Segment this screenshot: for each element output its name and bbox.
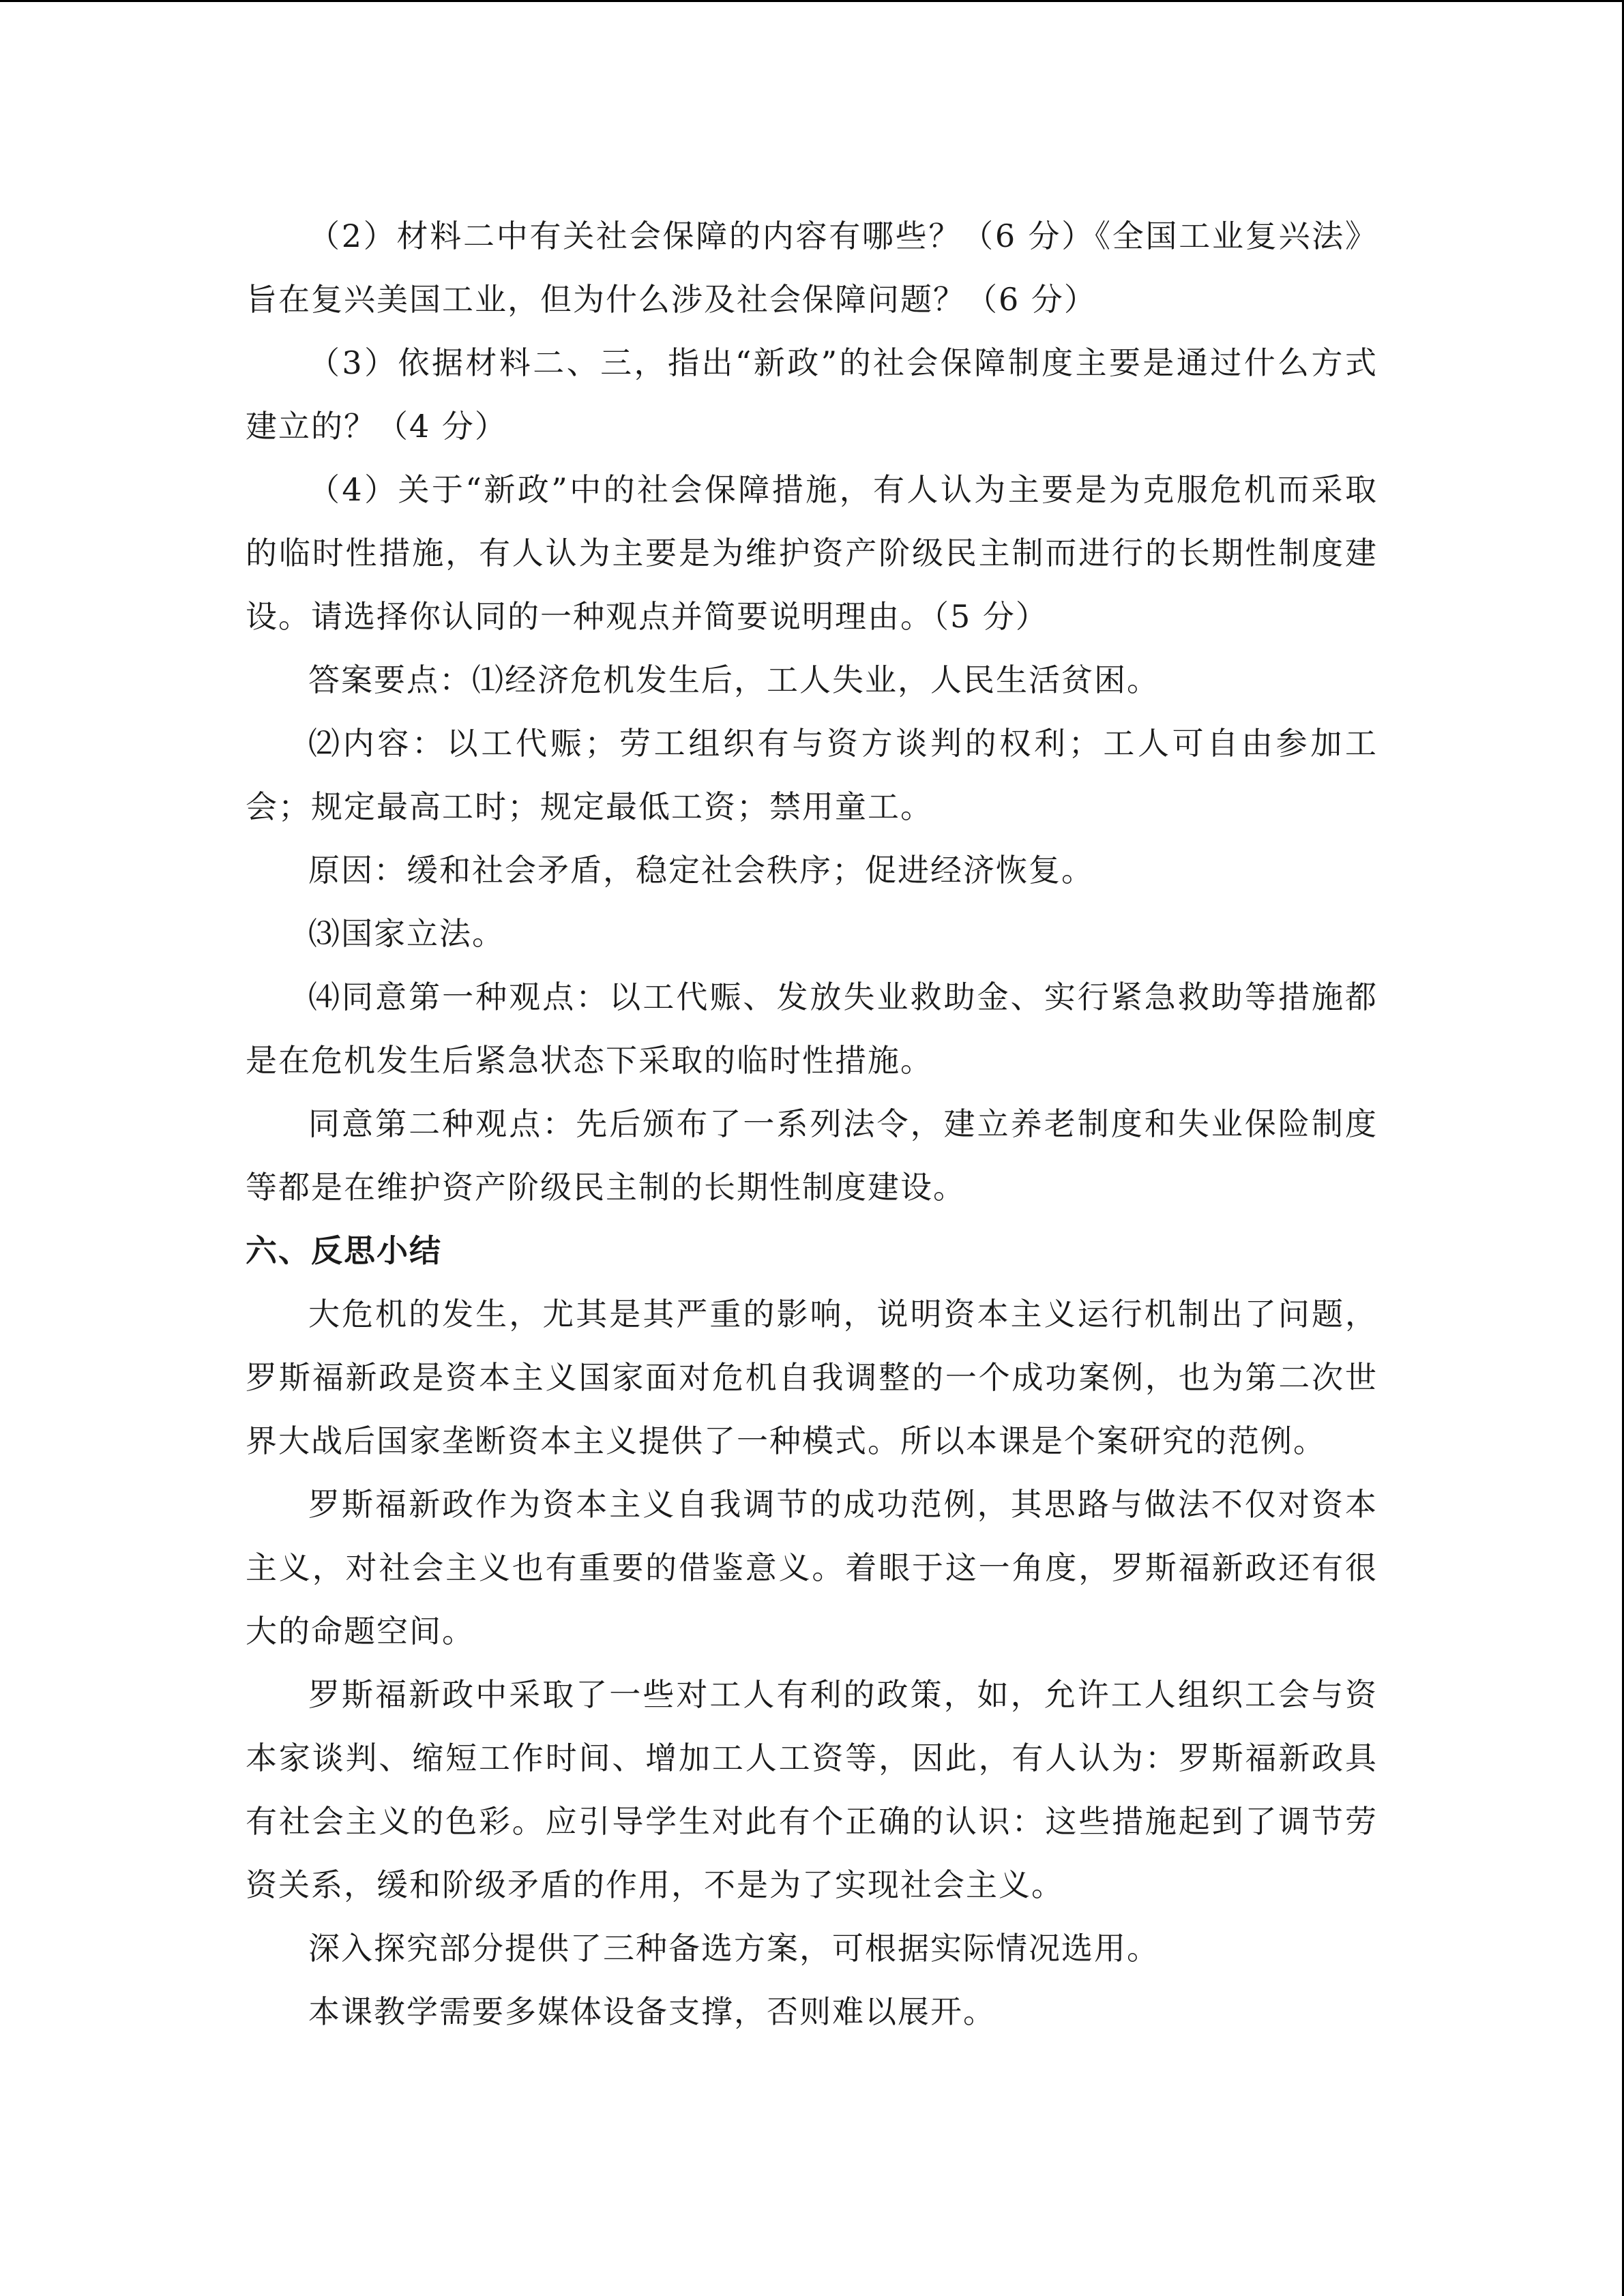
answer-key-2: ⑵内容：以工代赈；劳工组织有与资方谈判的权利；工人可自由参加工会；规定最高工时；规定最低工资；禁用童工。 [246, 725, 1378, 825]
question-4: （4）关于“新政”中的社会保障措施，有人认为主要是为克服危机而采取的临时性措施，有人认为主要是为维护资产阶级民主制而进行的长期性制度建设。请选择你认同的一种观点并简要说明理由。（5 分） [246, 471, 1378, 635]
answer-key-4-first-view: ⑷同意第一种观点：以工代赈、发放失业救助金、实行紧急救助等措施都是在危机发生后紧急状态下采取的临时性措施。 [246, 979, 1378, 1079]
answer-key-1: 答案要点：⑴经济危机发生后，工人失业，人民生活贫困。 [308, 661, 1160, 698]
reflection-paragraph-4: 深入探究部分提供了三种备选方案，可根据实际情况选用。 [308, 1930, 1160, 1967]
section-heading: 六、反思小结 [246, 1232, 442, 1269]
reflection-paragraph-1: 大危机的发生，尤其是其严重的影响，说明资本主义运行机制出了问题，罗斯福新政是资本主义国家面对危机自我调整的一个成功案例，也为第二次世界大战后国家垄断资本主义提供了一种模式。所以本课是个案研究的范例。 [246, 1296, 1378, 1459]
reflection-paragraph-2: 罗斯福新政作为资本主义自我调节的成功范例，其思路与做法不仅对资本主义，对社会主义也有重要的借鉴意义。着眼于这一角度，罗斯福新政还有很大的命题空间。 [246, 1486, 1378, 1650]
reflection-paragraph-3: 罗斯福新政中采取了一些对工人有利的政策，如，允许工人组织工会与资本家谈判、缩短工作时间、增加工人工资等，因此，有人认为：罗斯福新政具有社会主义的色彩。应引导学生对此有个正确的认识：这些措施起到了调节劳资关系，缓和阶级矛盾的作用，不是为了实现社会主义。 [246, 1676, 1378, 1903]
document-body [246, 205, 1378, 2044]
answer-key-2-reason: 原因：缓和社会矛盾，稳定社会秩序；促进经济恢复。 [308, 852, 1094, 889]
page-top-border [0, 0, 1624, 2]
question-3: （3）依据材料二、三，指出“新政”的社会保障制度主要是通过什么方式建立的？（4 分） [246, 344, 1378, 445]
answer-key-3: ⑶国家立法。 [308, 915, 505, 952]
reflection-paragraph-5: 本课教学需要多媒体设备支撑，否则难以展开。 [308, 1993, 996, 2030]
answer-key-4-second-view: 同意第二种观点：先后颁布了一系列法令，建立养老制度和失业保险制度等都是在维护资产阶级民主制的长期性制度建设。 [246, 1105, 1378, 1206]
question-2: （2）材料二中有关社会保障的内容有哪些？（6 分）《全国工业复兴法》旨在复兴美国工业，但为什么涉及社会保障问题？（6 分） [246, 218, 1378, 318]
